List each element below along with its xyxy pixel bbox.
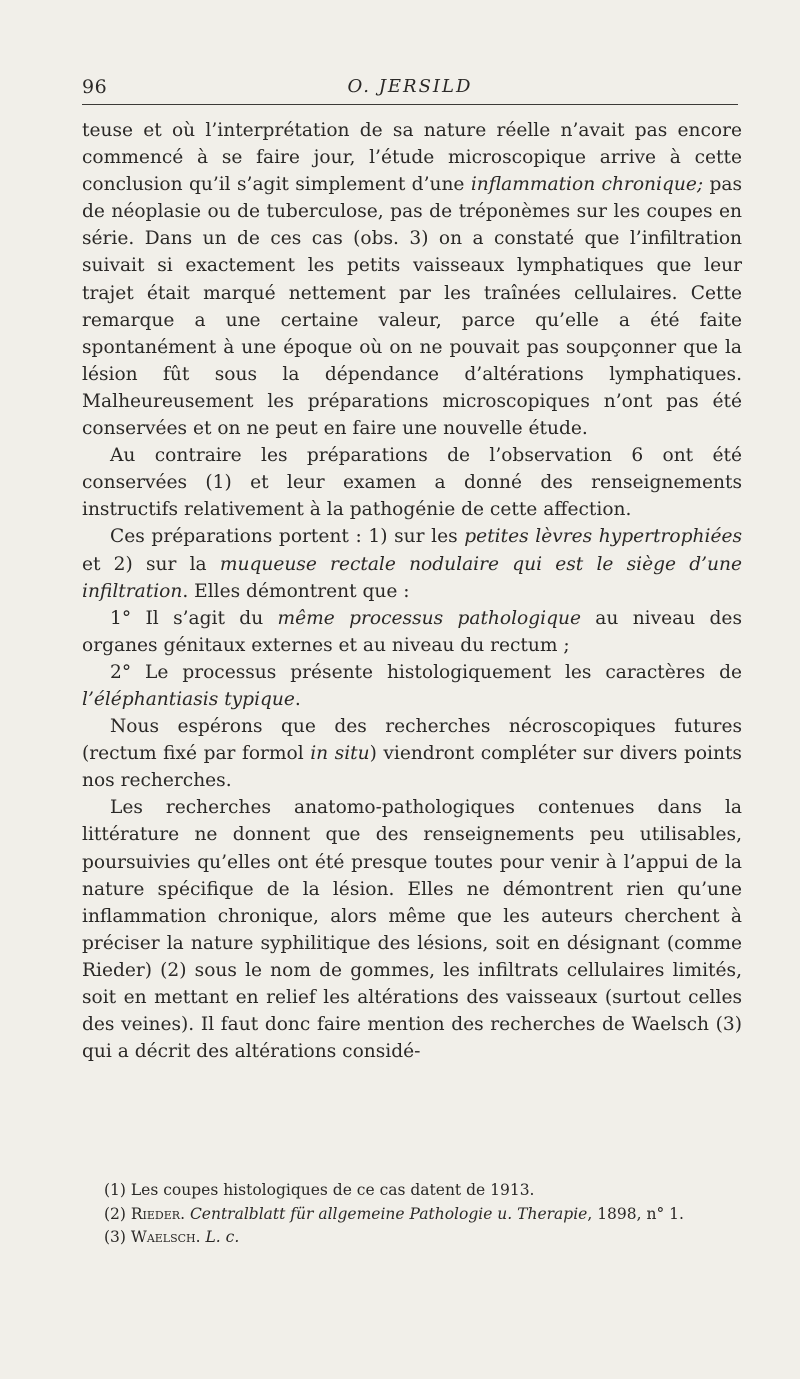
paragraph-7	[82, 794, 742, 1065]
text-run: au niveau des organes génitaux externes et au niveau du rectum ;	[82, 607, 742, 656]
footnote-author: Waelsch	[130, 1228, 196, 1246]
footnote-author: Rieder	[130, 1204, 181, 1223]
text-run: teuse et où l’interprétation de sa nature réelle n’avait pas encore commencé à se faire jour, l’étude microscopique arrive à cette conclusion qu’il s’agit simplement d’une	[82, 120, 742, 196]
italic-run: inflammation chronique;	[470, 174, 704, 196]
text-run: .	[294, 688, 301, 710]
paragraph-5	[82, 659, 742, 713]
italic-run: in situ	[310, 743, 370, 765]
text-run: Les recherches anatomo-pathologiques contenues dans la littérature ne donnent que des renseignements peu utilisables, poursuivies qu’elles ont été presque toutes pour venir à l’appui de la nature spécifique de la lésion. Elles ne démontrent rien qu’une inflammation chronique, alors même que les auteurs cherchent à préciser la nature syphilitique des lésions, soit en désignant (comme Rieder) (2) sous le nom de gommes, les infiltrats cellulaires limités, soit en mettant en relief les altérations des vaisseaux (surtout celles des veines). Il faut donc faire mention des recherches de Waelsch (3) qui a décrit des altérations considé-	[82, 797, 742, 1063]
italic-run: même processus pathologique	[277, 607, 581, 629]
paragraph-4	[82, 605, 742, 659]
footnote-3	[82, 1226, 742, 1250]
footnote-2	[82, 1203, 742, 1227]
page-header	[82, 76, 738, 102]
text-run: pas de néoplasie ou de tuberculose, pas de tréponèmes sur les coupes en série. Dans un de ces cas (obs. 3) on a constaté que l’infiltration suivait si exactement les petits vaisseaux lymphatiques que leur trajet était marqué nettement par les traînées cellulaires. Cette remarque a une certaine valeur, parce qu’elle a été faite spontanément à une époque où on ne pouvait pas soupçonner que la lésion fût sous la dépendance d’altérations lymphatiques. Malheureusement les préparations microscopiques n’ont pas été conservées et on ne peut en faire une nouvelle étude.	[82, 174, 742, 440]
header-rule	[82, 104, 738, 105]
footnote-number: (3)	[104, 1228, 131, 1246]
italic-run: muqueuse rectale nodulaire qui est le siège d’une infiltration	[82, 553, 743, 602]
footnote-text: .	[195, 1228, 206, 1246]
footnote-italic: Centralblatt für allgemeine Pathologie u. Therapie	[189, 1204, 588, 1223]
paragraph-1	[82, 117, 742, 442]
paragraph-6	[82, 713, 742, 794]
text-run: . Elles démontrent que :	[182, 580, 410, 602]
text-run: et 2) sur la	[82, 553, 220, 575]
body-text	[82, 117, 742, 1065]
running-head: O. JERSILD	[347, 76, 473, 97]
paragraph-2	[82, 442, 742, 523]
text-run: 1° Il s’agit du	[110, 607, 278, 629]
italic-run: petites lèvres hypertrophiées	[464, 526, 742, 548]
footnote-text: .	[180, 1204, 190, 1223]
footnote-text: (1) Les coupes histologiques de ce cas datent de 1913.	[104, 1181, 535, 1199]
footnotes	[82, 1179, 742, 1250]
footnote-1	[82, 1179, 742, 1203]
footnote-number: (2)	[104, 1204, 131, 1223]
text-run: ) viendront compléter sur divers points nos recherches.	[82, 743, 742, 792]
text-run: Au contraire les préparations de l’observation 6 ont été conservées (1) et leur examen a donné des renseignements instructifs relativement à la pathogénie de cette affection.	[82, 445, 742, 521]
footnote-text: , 1898, n° 1.	[587, 1204, 684, 1223]
italic-run: l’éléphantiasis typique	[82, 688, 295, 710]
paragraph-3	[82, 523, 742, 604]
text-run: 2° Le processus présente histologiquement les caractères de	[110, 661, 742, 683]
footnote-italic: L. c.	[205, 1228, 240, 1246]
text-run: Ces préparations portent : 1) sur les	[110, 526, 465, 548]
page-number: 96	[82, 76, 108, 98]
text-run: Nous espérons que des recherches nécroscopiques futures (rectum fixé par formol	[82, 716, 742, 765]
